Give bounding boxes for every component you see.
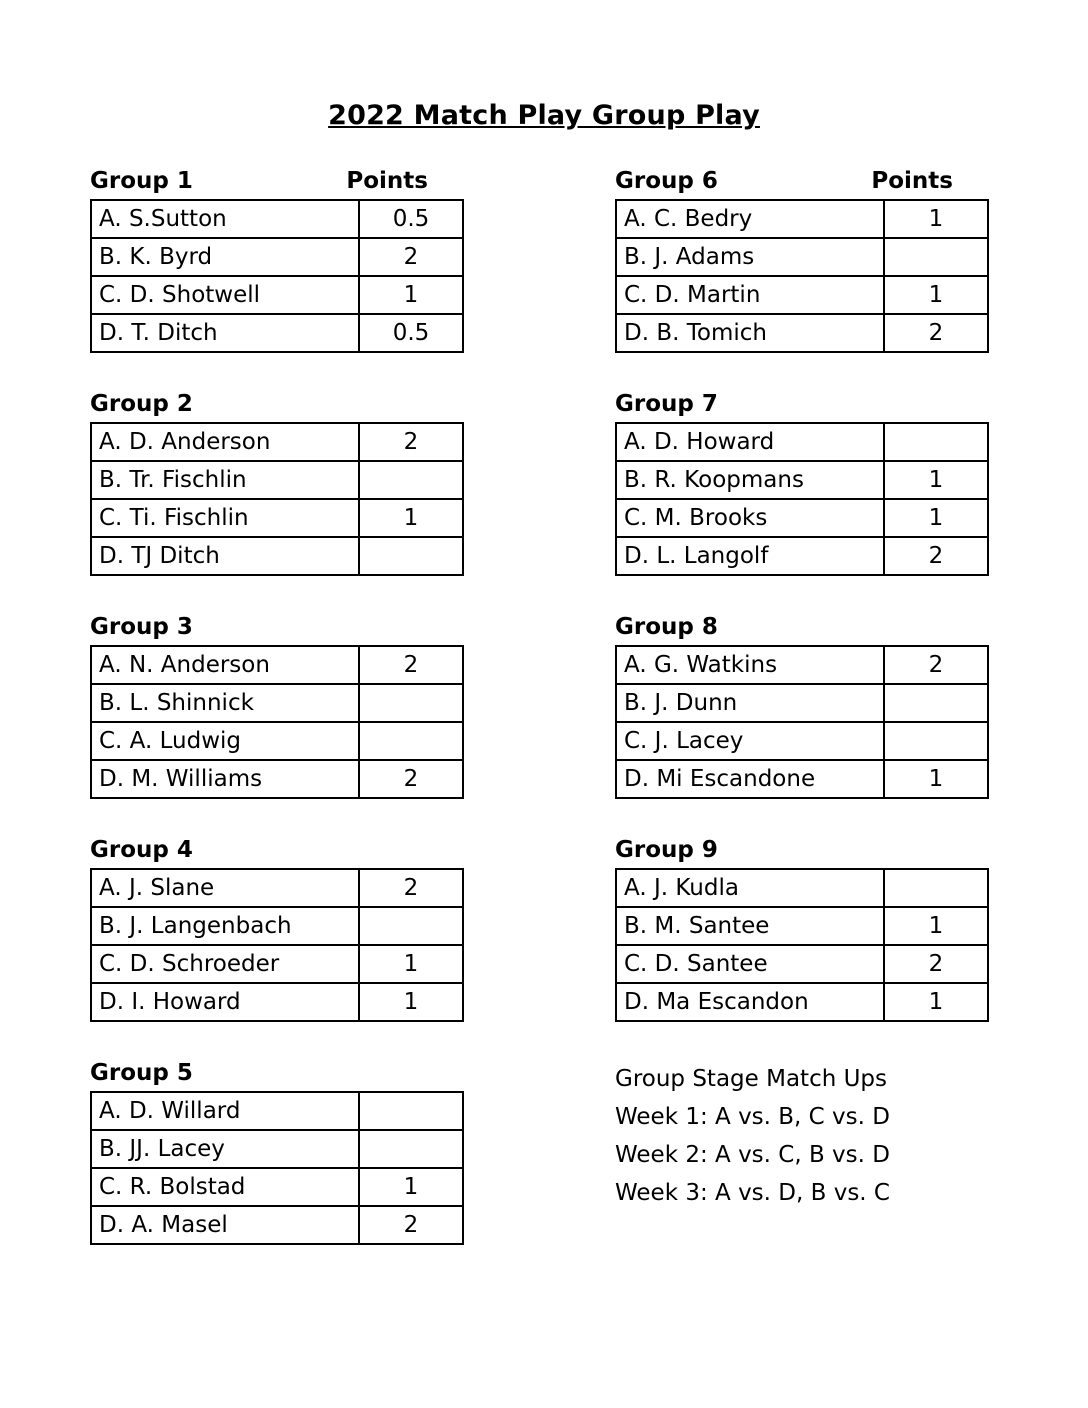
player-name-cell: C. M. Brooks (616, 499, 884, 537)
group-block (615, 168, 1088, 353)
points-cell: 2 (359, 869, 463, 907)
player-name-cell: B. K. Byrd (91, 238, 359, 276)
player-name-cell: C. A. Ludwig (91, 722, 359, 760)
group-table (90, 645, 464, 799)
points-cell (359, 1130, 463, 1168)
table-row (91, 423, 463, 461)
page-title: 2022 Match Play Group Play (328, 100, 760, 131)
player-name-cell: A. J. Kudla (616, 869, 884, 907)
table-row (616, 760, 988, 798)
group-header (90, 391, 434, 417)
table-row (91, 1130, 463, 1168)
table-row (91, 200, 463, 238)
table-row (91, 869, 463, 907)
groups-columns (0, 168, 1088, 1283)
points-cell: 2 (884, 646, 988, 684)
points-cell: 1 (359, 1168, 463, 1206)
points-cell: 1 (884, 276, 988, 314)
table-row (616, 907, 988, 945)
table-row (616, 722, 988, 760)
group-table (90, 422, 464, 576)
player-name-cell: D. Mi Escandone (616, 760, 884, 798)
points-cell (359, 722, 463, 760)
left-column (0, 168, 563, 1283)
table-row (616, 646, 988, 684)
right-column (563, 168, 1088, 1283)
player-name-cell: A. S.Sutton (91, 200, 359, 238)
points-cell (359, 1092, 463, 1130)
table-row (91, 1206, 463, 1244)
player-name-cell: C. R. Bolstad (91, 1168, 359, 1206)
player-name-cell: A. D. Willard (91, 1092, 359, 1130)
table-row (91, 684, 463, 722)
points-cell: 1 (884, 760, 988, 798)
table-row (91, 499, 463, 537)
player-name-cell: B. J. Adams (616, 238, 884, 276)
table-row (616, 276, 988, 314)
player-name-cell: C. Ti. Fischlin (91, 499, 359, 537)
player-name-cell: A. G. Watkins (616, 646, 884, 684)
player-name-cell: D. M. Williams (91, 760, 359, 798)
table-row (616, 945, 988, 983)
match-ups-block (615, 1060, 975, 1212)
group-header (615, 837, 959, 863)
group-header (615, 168, 959, 194)
table-row (616, 869, 988, 907)
points-cell (359, 907, 463, 945)
player-name-cell: A. C. Bedry (616, 200, 884, 238)
points-cell: 1 (359, 499, 463, 537)
group-table (90, 1091, 464, 1245)
table-row (616, 200, 988, 238)
points-column-label: Points (871, 168, 953, 194)
points-cell: 2 (359, 238, 463, 276)
points-cell: 1 (884, 907, 988, 945)
table-row (91, 238, 463, 276)
table-row (91, 1092, 463, 1130)
group-header (90, 1060, 434, 1086)
points-cell (884, 684, 988, 722)
points-cell (359, 461, 463, 499)
points-cell: 2 (359, 646, 463, 684)
points-cell: 2 (359, 423, 463, 461)
player-name-cell: D. I. Howard (91, 983, 359, 1021)
group-title: Group 5 (90, 1060, 193, 1086)
table-row (616, 423, 988, 461)
points-cell: 1 (884, 200, 988, 238)
table-row (91, 760, 463, 798)
points-cell (884, 869, 988, 907)
player-name-cell: B. Tr. Fischlin (91, 461, 359, 499)
points-cell (884, 423, 988, 461)
player-name-cell: D. B. Tomich (616, 314, 884, 352)
points-cell: 2 (884, 945, 988, 983)
group-title: Group 2 (90, 391, 193, 417)
group-table (615, 645, 989, 799)
table-row (91, 314, 463, 352)
group-table (615, 868, 989, 1022)
group-table (90, 868, 464, 1022)
right-groups-container (615, 168, 1088, 1022)
group-header (615, 614, 959, 640)
player-name-cell: D. T. Ditch (91, 314, 359, 352)
points-cell: 2 (359, 1206, 463, 1244)
match-ups-week-3: Week 3: A vs. D, B vs. C (615, 1180, 890, 1206)
table-row (91, 945, 463, 983)
group-header (90, 168, 434, 194)
group-title: Group 4 (90, 837, 193, 863)
player-name-cell: C. D. Schroeder (91, 945, 359, 983)
player-name-cell: A. N. Anderson (91, 646, 359, 684)
match-ups-week-1: Week 1: A vs. B, C vs. D (615, 1104, 890, 1130)
points-cell: 1 (884, 983, 988, 1021)
player-name-cell: D. Ma Escandon (616, 983, 884, 1021)
player-name-cell: A. J. Slane (91, 869, 359, 907)
table-row (616, 238, 988, 276)
points-cell (359, 684, 463, 722)
player-name-cell: B. M. Santee (616, 907, 884, 945)
table-row (616, 314, 988, 352)
points-cell: 0.5 (359, 200, 463, 238)
player-name-cell: B. J. Langenbach (91, 907, 359, 945)
table-row (616, 537, 988, 575)
points-cell: 1 (359, 983, 463, 1021)
group-title: Group 7 (615, 391, 718, 417)
group-header (90, 837, 434, 863)
group-header (90, 614, 434, 640)
table-row (91, 907, 463, 945)
points-cell: 0.5 (359, 314, 463, 352)
left-groups-container (90, 168, 563, 1245)
points-cell: 1 (884, 461, 988, 499)
table-row (91, 646, 463, 684)
player-name-cell: C. D. Martin (616, 276, 884, 314)
group-block (90, 391, 563, 576)
group-title: Group 3 (90, 614, 193, 640)
group-block (90, 168, 563, 353)
table-row (91, 461, 463, 499)
group-block (90, 1060, 563, 1245)
table-row (616, 499, 988, 537)
points-cell: 1 (359, 945, 463, 983)
points-cell: 1 (359, 276, 463, 314)
player-name-cell: C. J. Lacey (616, 722, 884, 760)
player-name-cell: C. D. Shotwell (91, 276, 359, 314)
group-table (615, 199, 989, 353)
group-block (615, 837, 1088, 1022)
match-ups-heading: Group Stage Match Ups (615, 1066, 888, 1092)
player-name-cell: C. D. Santee (616, 945, 884, 983)
group-title: Group 6 (615, 168, 718, 194)
player-name-cell: B. R. Koopmans (616, 461, 884, 499)
player-name-cell: B. JJ. Lacey (91, 1130, 359, 1168)
points-cell: 2 (884, 314, 988, 352)
player-name-cell: A. D. Howard (616, 423, 884, 461)
points-cell: 2 (884, 537, 988, 575)
table-row (91, 722, 463, 760)
player-name-cell: B. L. Shinnick (91, 684, 359, 722)
group-title: Group 8 (615, 614, 718, 640)
points-cell: 2 (359, 760, 463, 798)
group-block (90, 614, 563, 799)
table-row (91, 1168, 463, 1206)
player-name-cell: D. TJ Ditch (91, 537, 359, 575)
points-column-label: Points (346, 168, 428, 194)
match-ups-week-2: Week 2: A vs. C, B vs. D (615, 1142, 890, 1168)
points-cell (359, 537, 463, 575)
group-title: Group 9 (615, 837, 718, 863)
player-name-cell: D. L. Langolf (616, 537, 884, 575)
table-row (91, 276, 463, 314)
table-row (616, 983, 988, 1021)
table-row (616, 684, 988, 722)
group-block (90, 837, 563, 1022)
table-row (91, 983, 463, 1021)
group-table (90, 199, 464, 353)
group-header (615, 391, 959, 417)
player-name-cell: D. A. Masel (91, 1206, 359, 1244)
player-name-cell: A. D. Anderson (91, 423, 359, 461)
points-cell (884, 722, 988, 760)
points-cell: 1 (884, 499, 988, 537)
points-cell (884, 238, 988, 276)
group-block (615, 391, 1088, 576)
group-block (615, 614, 1088, 799)
table-row (616, 461, 988, 499)
table-row (91, 537, 463, 575)
group-table (615, 422, 989, 576)
player-name-cell: B. J. Dunn (616, 684, 884, 722)
group-title: Group 1 (90, 168, 193, 194)
